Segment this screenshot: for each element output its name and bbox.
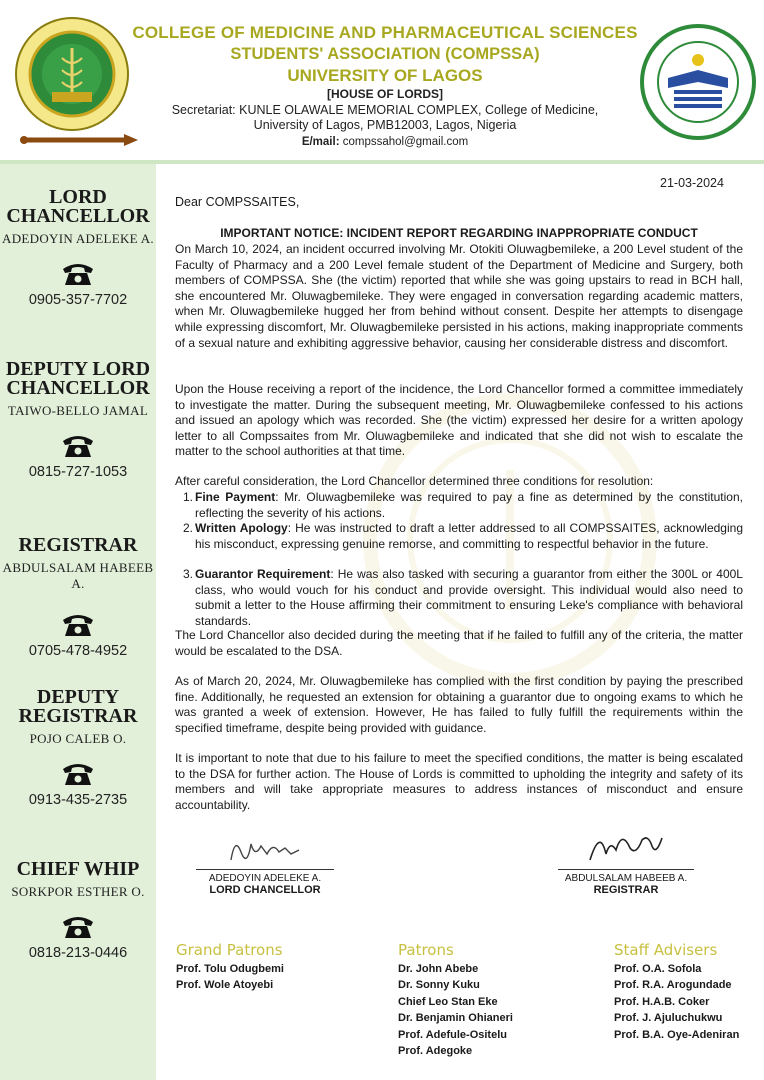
association-name: STUDENTS' ASSOCIATION (COMPSSA) (230, 45, 540, 63)
condition-number: 3. (183, 567, 194, 581)
signature-mark (225, 830, 305, 866)
officer-name: TAIWO-BELLO JAMAL (7, 403, 149, 418)
officer-name: ADEDOYIN ADELEKE A. (2, 231, 154, 246)
condition-item (183, 521, 743, 552)
officer-phone[interactable]: 0905-357-7702 (28, 292, 128, 308)
list-item: Prof. J. Ajuluchukwu (614, 1012, 723, 1024)
telephone-icon (61, 914, 95, 940)
telephone-icon (61, 612, 95, 638)
staff-advisers-heading: Staff Advisers (614, 941, 718, 959)
secretariat-line-2: University of Lagos, PMB12003, Lagos, Nigeria (253, 118, 517, 132)
college-name: COLLEGE OF MEDICINE AND PHARMACEUTICAL SCIENCES (132, 23, 638, 42)
officer-title-line-1: LORD (49, 186, 107, 208)
officer-title (0, 688, 156, 726)
signature-line (196, 869, 334, 870)
signature-mark (586, 826, 666, 866)
condition-label: Guarantor Requirement (195, 567, 331, 581)
condition-body: : Mr. Oluwagbemileke was required to pay a fine as determined by the constitution, reflecting the severity of his actions. (195, 490, 743, 520)
patrons-heading: Patrons (398, 941, 454, 959)
signature-block-registrar (558, 826, 694, 896)
officer-title-line-1: DEPUTY (36, 686, 120, 708)
officer-phone[interactable]: 0705-478-4952 (28, 643, 128, 659)
compssa-logo (10, 12, 138, 152)
letterhead-text (130, 22, 640, 151)
patrons-column (398, 942, 598, 1060)
officer-deputy-lord-chancellor (0, 360, 156, 480)
email-address[interactable]: compssahol@gmail.com (342, 136, 469, 148)
grand-patrons-column (176, 942, 376, 994)
list-item: Dr. Sonny Kuku (398, 979, 480, 991)
officer-phone[interactable]: 0818-213-0446 (28, 945, 128, 961)
signature-line (558, 869, 694, 870)
list-item: Prof. O.A. Sofola (614, 962, 702, 975)
officer-deputy-registrar (0, 688, 156, 808)
paragraph-status: As of March 20, 2024, Mr. Oluwagbemileke has complied with the first condition by paying the prescribed fine. Additionally, he requested an extension for obtaining a guarantor due to ongoing exams to which he was granted a week of extension. However, He has failed to fully fulfill the requirements within the specified timeframe, despite being provided with guidance. (175, 674, 743, 735)
condition-number: 1. (183, 490, 194, 504)
email-line (130, 133, 640, 151)
list-item: Dr. John Abebe (398, 962, 479, 975)
grand-patrons-heading: Grand Patrons (176, 941, 283, 959)
officer-name: SORKPOR ESTHER O. (11, 884, 145, 899)
officer-phone[interactable]: 0815-727-1053 (28, 464, 128, 480)
condition-item (183, 567, 743, 629)
telephone-icon (61, 761, 95, 787)
signatory-role: LORD CHANCELLOR (209, 884, 321, 896)
condition-label: Fine Payment (195, 490, 276, 504)
condition-text (195, 490, 743, 521)
letter-greeting: Dear COMPSSAITES, (175, 195, 300, 209)
paragraph-escalation-rule: The Lord Chancellor also decided during the meeting that if he failed to fulfill any of the criteria, the matter would be escalated to the DSA. (175, 628, 743, 658)
signatory-name: ADEDOYIN ADELEKE A. (208, 873, 322, 884)
paragraph-investigation: Upon the House receiving a report of the incidence, the Lord Chancellor formed a committee immediately to investigate the matter. During the subsequent meeting, Mr. Oluwagbemileke confessed to his actions and issued an apology which was recorded. She (the victim) expressed her desire for a written apology letter to all Compssaites from Mr. Oluwagbemileke and indicated that she did not wish to escalate the matter to the school authorities at that time. (175, 382, 743, 459)
officer-title-line-2: REGISTRAR (18, 705, 138, 727)
telephone-icon (61, 261, 95, 287)
officer-lord-chancellor (0, 188, 156, 308)
officer-chief-whip (0, 860, 156, 961)
list-item: Prof. Wole Atoyebi (176, 979, 274, 991)
officer-title-line-1: CHIEF WHIP (16, 858, 140, 880)
paragraph-incident: On March 10, 2024, an incident occurred involving Mr. Otokiti Oluwagbemileke, a 200 Level student of the Faculty of Pharmacy and a 200 Level female student of the Department of Medicine and Surgery, both members of COMPSSA. She (the victim) reported that while she was going upstairs to read in BCH hall, she encountered Mr. Oluwagbemileke. They were engaged in conversation regarding academic matters, when Mr. Oluwagbemileke hugged her from behind without consent. Despite her attempts to disengage while expressing discomfort, Mr. Oluwagbemileke persisted in his actions, making inappropriate comments of a sexual nature and exhibiting aggressive behavior, causing her considerable distress and discomfort. (175, 242, 743, 350)
officer-title-line-1: DEPUTY LORD (5, 358, 151, 380)
university-of-lagos-crest (638, 20, 758, 150)
officer-title (0, 188, 156, 226)
officer-title (0, 360, 156, 398)
officer-title-line-2: CHANCELLOR (6, 377, 150, 399)
paragraph-conditions-intro: After careful consideration, the Lord Chancellor determined three conditions for resolution: (175, 474, 654, 488)
signature-block-lord-chancellor (196, 830, 334, 896)
staff-advisers-column (614, 942, 762, 1043)
condition-text (195, 567, 743, 629)
secretariat-line-1: Secretariat: KUNLE OLAWALE MEMORIAL COMPLEX, College of Medicine, (171, 103, 599, 117)
list-item: Chief Leo Stan Eke (398, 995, 498, 1008)
officer-title-line-1: REGISTRAR (18, 534, 138, 556)
officer-title (0, 536, 156, 555)
email-label: E/mail: (301, 136, 340, 148)
paragraph-conclusion: It is important to note that due to his failure to meet the specified conditions, the matter is being escalated to the DSA for further action. The House of Lords is committed to upholding the integrity and safety of its members and will take appropriate measures to address instances of misconduct and ensure accountability. (175, 751, 743, 812)
university-name: UNIVERSITY OF LAGOS (287, 66, 483, 85)
condition-number: 2. (183, 521, 194, 535)
condition-item (183, 490, 743, 521)
notice-title: IMPORTANT NOTICE: INCIDENT REPORT REGARDING INAPPROPRIATE CONDUCT (220, 226, 698, 240)
list-item: Dr. Benjamin Ohianeri (398, 1012, 513, 1024)
signatory-name: ABDULSALAM HABEEB A. (564, 873, 688, 884)
telephone-icon (61, 433, 95, 459)
house-name: [HOUSE OF LORDS] (327, 87, 443, 101)
list-item: Prof. R.A. Arogundade (614, 979, 732, 991)
officer-phone[interactable]: 0913-435-2735 (28, 792, 128, 808)
condition-label: Written Apology (195, 521, 288, 535)
list-item: Prof. Adefule-Ositelu (398, 1028, 507, 1041)
condition-body: : He was instructed to draft a letter addressed to all COMPSSAITES, acknowledging his misconduct, expressing genuine remorse, and committing to respectful behavior in the future. (195, 521, 743, 551)
list-item: Prof. B.A. Oye-Adeniran (614, 1028, 740, 1041)
officer-title (0, 860, 156, 879)
list-item: Prof. H.A.B. Coker (614, 995, 710, 1008)
letterhead (0, 0, 764, 160)
officer-registrar (0, 536, 156, 659)
letter-date: 21-03-2024 (660, 176, 724, 190)
list-item: Prof. Tolu Odugbemi (176, 962, 284, 975)
officer-name: ABDULSALAM HABEEB A. (2, 560, 154, 591)
condition-body: : He was also tasked with securing a guarantor from either the 300L or 400L class, who would vouch for his conduct and provide oversight. This individual would also need to submit a letter to the House affirming their commitment to ensuring Leke's compliance with behavioral standards. (195, 567, 743, 628)
condition-text (195, 521, 743, 552)
officer-name: POJO CALEB O. (29, 731, 127, 746)
officer-title-line-2: CHANCELLOR (6, 205, 150, 227)
list-item: Prof. Adegoke (398, 1045, 473, 1057)
signatory-role: REGISTRAR (593, 884, 659, 896)
